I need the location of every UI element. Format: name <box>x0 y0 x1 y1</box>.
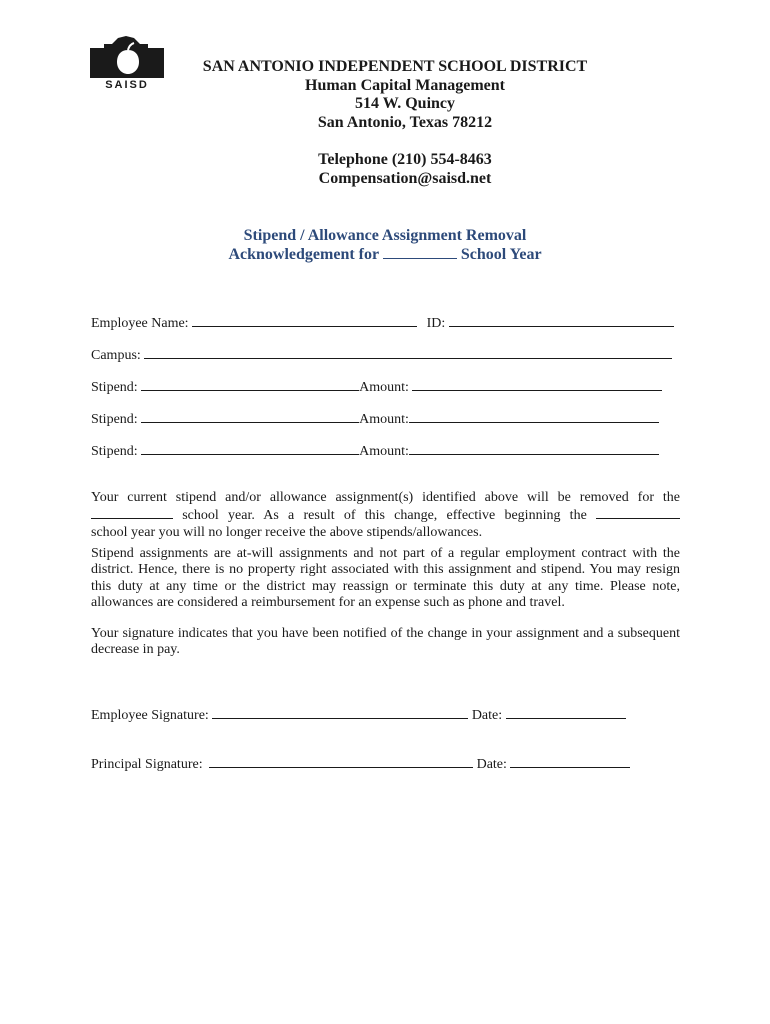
district-name: SAN ANTONIO INDEPENDENT SCHOOL DISTRICT <box>202 58 588 75</box>
principal-date-field[interactable] <box>510 755 630 768</box>
form-title <box>150 226 620 264</box>
signature-notice-text: Your signature indicates that you have been notified of the change in your assignment and a subsequent decrease in pay. <box>91 626 680 658</box>
letterhead <box>170 58 640 188</box>
campus-field[interactable] <box>144 346 672 359</box>
at-will-notice <box>91 546 680 611</box>
stipend-row-1 <box>91 378 662 396</box>
stipend-label: Stipend: <box>91 412 138 427</box>
amount-label: Amount: <box>359 444 409 459</box>
amount-field[interactable] <box>409 410 659 423</box>
employee-name-field[interactable] <box>192 314 417 327</box>
date-label: Date: <box>476 757 507 772</box>
school-year-blank-1[interactable] <box>91 506 173 519</box>
removal-notice <box>91 490 680 541</box>
stipend-field[interactable] <box>141 410 359 423</box>
principal-signature-field[interactable] <box>209 755 473 768</box>
amount-field[interactable] <box>409 442 659 455</box>
notice-line-3: school year you will no longer receive the above stipends/allowances. <box>91 524 483 540</box>
stipend-label: Stipend: <box>91 444 138 459</box>
notice-line-2: school year. As a result of this change, effective beginning the <box>91 506 680 524</box>
street-address: 514 W. Quincy <box>354 95 456 112</box>
employee-name-row <box>91 314 674 332</box>
amount-label: Amount: <box>359 412 409 427</box>
stipend-row-3 <box>91 442 659 460</box>
svg-text:SAISD: SAISD <box>105 79 149 90</box>
title-line-2: Acknowledgement for School Year <box>228 246 542 263</box>
stipend-field[interactable] <box>141 378 359 391</box>
amount-field[interactable] <box>412 378 662 391</box>
email: Compensation@saisd.net <box>318 169 492 187</box>
stipend-field[interactable] <box>141 442 359 455</box>
city-address: San Antonio, Texas 78212 <box>317 113 493 131</box>
employee-signature-label: Employee Signature: <box>91 708 209 723</box>
campus-label: Campus: <box>91 348 141 363</box>
amount-label: Amount: <box>359 380 409 395</box>
at-will-text: Stipend assignments are at-will assignments and not part of a regular employment contract with the district. Hence, there is no property right associated with this assignment and stipend. You may resign this duty at any time or the district may reassign or terminate this duty at any time. Please note, allowances are considered a reimbursement for an expense such as phone and travel. <box>91 546 680 610</box>
telephone: Telephone (210) 554-8463 <box>318 151 492 168</box>
employee-signature-row <box>91 706 626 724</box>
stipend-label: Stipend: <box>91 380 138 395</box>
campus-row <box>91 346 672 364</box>
school-year-blank[interactable] <box>383 246 457 259</box>
department-name: Human Capital Management <box>305 76 505 94</box>
employee-name-label: Employee Name: <box>91 316 189 331</box>
id-field[interactable] <box>449 314 674 327</box>
employee-date-field[interactable] <box>506 706 626 719</box>
employee-signature-field[interactable] <box>212 706 468 719</box>
stipend-row-2 <box>91 410 659 428</box>
principal-signature-label: Principal Signature: <box>91 757 203 772</box>
title-line-1: Stipend / Allowance Assignment Removal <box>243 227 527 244</box>
notice-line-1: Your current stipend and/or allowance assignment(s) identified above will be removed for the <box>91 490 680 505</box>
id-label: ID: <box>426 316 446 331</box>
principal-signature-row <box>91 755 630 773</box>
date-label: Date: <box>471 708 503 723</box>
school-year-blank-2[interactable] <box>596 506 680 519</box>
signature-notice <box>91 626 680 659</box>
